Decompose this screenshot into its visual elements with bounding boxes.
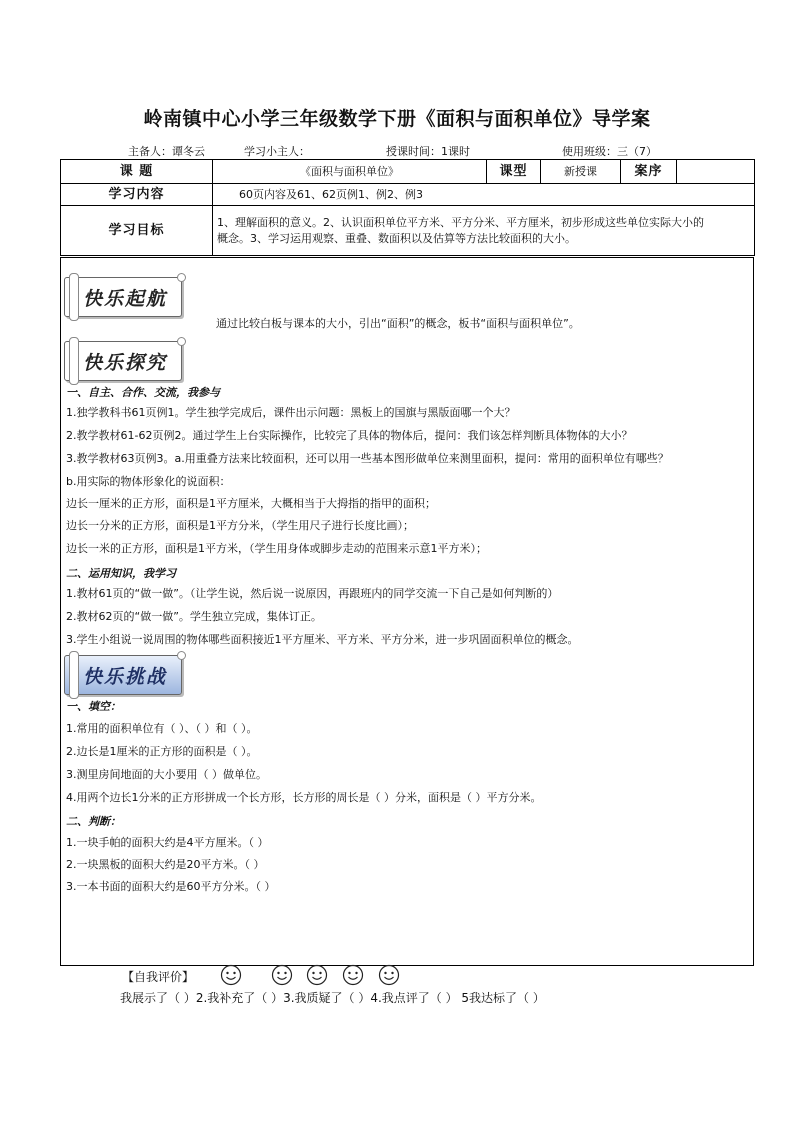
challenge-section-1: 一、填空： bbox=[66, 700, 121, 713]
challenge-section-2: 二、判断： bbox=[66, 815, 121, 828]
explore-line-4: b.用实际的物体形象化的说面积： bbox=[66, 475, 231, 488]
apply-line-2: 2.教材62页的“做一做”。学生独立完成，集体订正。 bbox=[66, 610, 322, 623]
judge-line-1: 1.一块手帕的面积大约是4平方厘米。（ ） bbox=[66, 836, 269, 849]
type-label: 课型 bbox=[487, 160, 541, 184]
class-info: 使用班级：三（7） bbox=[562, 145, 657, 158]
apply-line-3: 3.学生小组说一说周围的物体哪些面积接近1平方厘米、平方米、平方分米，进一步巩固面积单位的概念。 bbox=[66, 633, 579, 646]
goal-line-2: 概念。3、学习运用观察、重叠、数面积以及估算等方法比较面积的大小。 bbox=[217, 231, 576, 245]
banner-start-text: 快乐起航 bbox=[83, 288, 168, 310]
content-label: 学习内容 bbox=[61, 184, 213, 206]
topic-label: 课 题 bbox=[61, 160, 213, 184]
header-table bbox=[60, 159, 755, 256]
apply-line-1: 1.教材61页的“做一做”。（让学生说，然后说一说原因，再跟班内的同学交流一下自己是如何判断的） bbox=[66, 587, 559, 600]
smiley-icon bbox=[378, 964, 400, 986]
goal-value bbox=[213, 206, 755, 256]
smiley-icon bbox=[220, 964, 242, 986]
explore-line-6: 边长一分米的正方形，面积是1平方分米，（学生用尺子进行长度比画）； bbox=[66, 519, 414, 532]
goal-label: 学习目标 bbox=[61, 206, 213, 256]
fill-line-3: 3.测里房间地面的大小要用（ ）做单位。 bbox=[66, 768, 267, 781]
judge-line-2: 2.一块黑板的面积大约是20平方米。（ ） bbox=[66, 858, 265, 871]
topic-value: 《面积与面积单位》 bbox=[213, 160, 487, 184]
type-value: 新授课 bbox=[541, 160, 621, 184]
goal-line-1: 1、理解面积的意义。2、认识面积单位平方米、平方分米、平方厘米，初步形成这些单位实际大小的 bbox=[217, 215, 704, 229]
explore-line-3: 3.教学教材63页例3。a.用重叠方法来比较面积，还可以用一些基本图形做单位来测里面积，提问：常用的面积单位有哪些？ bbox=[66, 452, 669, 465]
explore-line-7: 边长一米的正方形，面积是1平方米，（学生用身体或脚步走动的范围来示意1平方米）； bbox=[66, 542, 487, 555]
fill-line-1: 1.常用的面积单位有（ ）、（ ）和（ ）。 bbox=[66, 722, 258, 735]
explore-section-2: 二、运用知识，我学习 bbox=[66, 567, 176, 580]
fill-line-2: 2.边长是1厘米的正方形的面积是（ ）。 bbox=[66, 745, 258, 758]
banner-start bbox=[64, 277, 182, 317]
self-eval-label: 【自我评价】 bbox=[122, 970, 195, 984]
explore-section-1: 一、自主、合作、交流，我参与 bbox=[66, 386, 220, 399]
order-label: 案序 bbox=[621, 160, 677, 184]
banner-challenge bbox=[64, 655, 182, 695]
explore-line-5: 边长一厘米的正方形，面积是1平方厘米，大概相当于大拇指的指甲的面积； bbox=[66, 497, 436, 510]
explore-line-1: 1.独学教科书61页例1。学生独学完成后，课件出示问题：黑板上的国旗与黑版面哪一个大？ bbox=[66, 406, 516, 419]
presenter: 学习小主人： bbox=[244, 145, 310, 158]
fill-line-4: 4.用两个边长1分米的正方形拼成一个长方形，长方形的周长是（ ）分米，面积是（ ）平方分米。 bbox=[66, 791, 542, 804]
judge-line-3: 3.一本书面的面积大约是60平方分米。（ ） bbox=[66, 880, 276, 893]
smiley-icon bbox=[342, 964, 364, 986]
banner-explore bbox=[64, 341, 182, 381]
self-eval-line: 我展示了（ ）2.我补充了（ ）3.我质疑了（ ）4.我点评了（ ） 5我达标了（ ） bbox=[120, 991, 545, 1005]
content-value: 60页内容及61、62页例1、例2、例3 bbox=[213, 184, 755, 206]
banner-challenge-text: 快乐挑战 bbox=[83, 666, 168, 688]
duration: 授课时间：1课时 bbox=[386, 145, 470, 158]
intro-text: 通过比较白板与课本的大小，引出“面积”的概念，板书“面积与面积单位”。 bbox=[216, 317, 580, 330]
order-value bbox=[677, 160, 755, 184]
smiley-icon bbox=[271, 964, 293, 986]
preparer: 主备人：谭冬云 bbox=[128, 145, 205, 158]
smiley-icon bbox=[306, 964, 328, 986]
document-title: 岭南镇中心小学三年级数学下册《面积与面积单位》导学案 bbox=[143, 108, 651, 130]
explore-line-2: 2.教学教材61-62页例2。通过学生上台实际操作，比较完了具体的物体后，提问：我们该怎样判断具体物体的大小？ bbox=[66, 429, 633, 442]
banner-explore-text: 快乐探究 bbox=[83, 352, 168, 374]
